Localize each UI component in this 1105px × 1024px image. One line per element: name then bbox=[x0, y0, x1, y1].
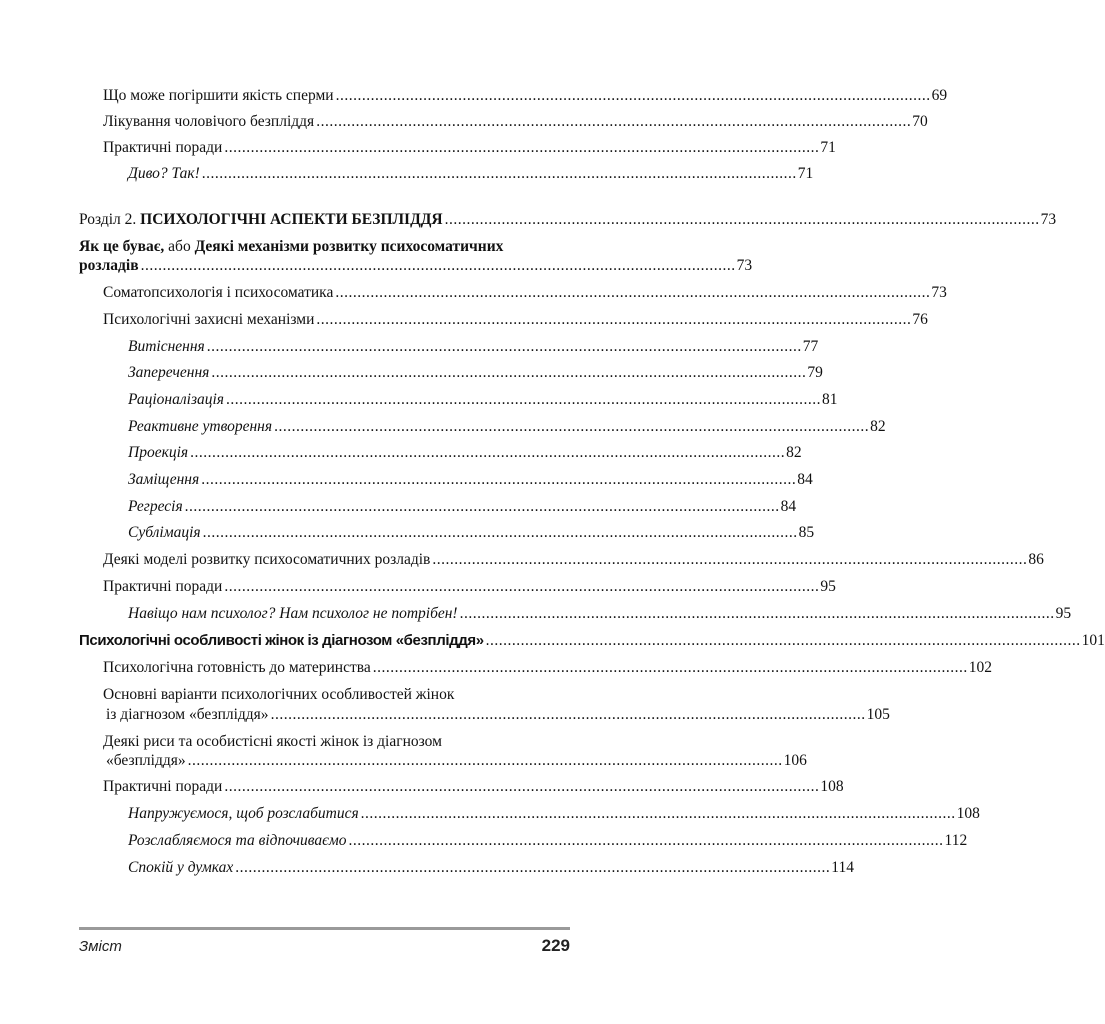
toc-section-entry[interactable] bbox=[79, 632, 1105, 650]
toc-entry[interactable] bbox=[128, 605, 1072, 623]
leader-dots: ........................................................................................................................................ bbox=[201, 165, 797, 182]
footer-rule bbox=[79, 927, 570, 930]
section-title: Психологічні особливості жінок із діагнозом «безпліддя» bbox=[79, 632, 484, 649]
toc-entry-title: Раціоналізація bbox=[128, 391, 224, 408]
toc-entry-page: 82 bbox=[786, 444, 802, 461]
toc-entry-title-line1: Основні варіанти психологічних особливостей жінок bbox=[103, 686, 455, 703]
toc-entry-title: Регресія bbox=[128, 498, 183, 515]
leader-dots: ........................................................................................................................................ bbox=[316, 311, 912, 328]
toc-entry-title: Заперечення bbox=[128, 364, 210, 381]
toc-entry-title: Напружуємося, щоб розслабитися bbox=[128, 805, 359, 822]
toc-entry-title: Лікування чоловічого безпліддя bbox=[103, 113, 315, 130]
toc-entry-page: 112 bbox=[944, 832, 968, 849]
toc-entry[interactable] bbox=[106, 752, 807, 770]
toc-entry-title: Диво? Так! bbox=[128, 165, 200, 182]
toc-chapter-entry[interactable] bbox=[79, 211, 1057, 229]
toc-entry-title: Реактивне утворення bbox=[128, 418, 273, 435]
toc-entry[interactable] bbox=[128, 805, 980, 823]
toc-entry-title: Спокій у думках bbox=[128, 859, 234, 876]
toc-entry[interactable] bbox=[103, 311, 928, 329]
toc-entry-title: Що може погіршити якість сперми bbox=[103, 87, 334, 104]
leader-dots: ........................................................................................................................................ bbox=[360, 805, 956, 822]
leader-dots: ........................................................................................................................................ bbox=[201, 471, 797, 488]
toc-entry[interactable] bbox=[103, 659, 993, 677]
leader-dots: ........................................................................................................................................ bbox=[187, 752, 783, 769]
section-title-line2: розладів bbox=[79, 257, 139, 274]
toc-entry-page: 71 bbox=[820, 139, 836, 156]
leader-dots: ........................................................................................................................................ bbox=[335, 284, 931, 301]
leader-dots: ........................................................................................................................................ bbox=[211, 364, 807, 381]
toc-entry-page: 82 bbox=[870, 418, 886, 435]
toc-entry-title: Деякі моделі розвитку психосоматичних розладів bbox=[103, 551, 431, 568]
leader-dots: ........................................................................................................................................ bbox=[235, 859, 831, 876]
leader-dots: ........................................................................................................................................ bbox=[270, 706, 866, 723]
section-title-line1: Деякі механізми розвитку психосоматичних bbox=[194, 238, 504, 255]
leader-dots: ........................................................................................................................................ bbox=[226, 391, 821, 408]
toc-entry-title: Психологічні захисні механізми bbox=[103, 311, 315, 328]
toc-section-entry[interactable] bbox=[79, 257, 753, 275]
leader-dots: ........................................................................................................................................ bbox=[224, 578, 820, 595]
toc-entry-page: 95 bbox=[1055, 605, 1072, 622]
toc-entry[interactable] bbox=[128, 444, 802, 462]
toc-entry-page: 73 bbox=[1040, 211, 1057, 228]
toc-entry-title: Практичні поради bbox=[103, 139, 223, 156]
leader-dots: ........................................................................................................................................ bbox=[140, 257, 736, 274]
toc-entry-page: 108 bbox=[820, 778, 844, 795]
leader-dots: ........................................................................................................................................ bbox=[190, 444, 786, 461]
toc-entry-page: 76 bbox=[912, 311, 928, 328]
toc-entry-page: 70 bbox=[912, 113, 928, 130]
toc-entry-page: 73 bbox=[931, 284, 947, 301]
leader-dots: ........................................................................................................................................ bbox=[348, 832, 944, 849]
chapter-prefix: Розділ 2. bbox=[79, 211, 137, 228]
toc-entry-title: Практичні поради bbox=[103, 778, 223, 795]
toc-entry[interactable] bbox=[128, 165, 814, 183]
toc-entry-title-line1: Деякі риси та особистісні якості жінок із діагнозом bbox=[103, 733, 442, 750]
toc-entry[interactable] bbox=[103, 578, 836, 596]
toc-entry-page: 84 bbox=[780, 498, 797, 515]
toc-entry[interactable] bbox=[128, 498, 797, 516]
toc-entry-page: 114 bbox=[831, 859, 854, 876]
section-prefix: Як це буває, bbox=[79, 238, 165, 255]
footer-section-name: Зміст bbox=[79, 938, 122, 955]
leader-dots: ........................................................................................................................................ bbox=[206, 338, 802, 355]
toc-entry[interactable] bbox=[103, 87, 948, 105]
toc-entry-page: 101 bbox=[1081, 632, 1105, 649]
toc-entry-page: 73 bbox=[736, 257, 753, 274]
toc-entry[interactable] bbox=[103, 778, 844, 796]
toc-entry[interactable] bbox=[103, 139, 836, 157]
toc-entry-page: 95 bbox=[820, 578, 836, 595]
toc-entry-title: Заміщення bbox=[128, 471, 200, 488]
toc-entry[interactable] bbox=[128, 391, 838, 409]
leader-dots: ........................................................................................................................................ bbox=[274, 418, 870, 435]
leader-dots: ........................................................................................................................................ bbox=[316, 113, 912, 130]
chapter-title: ПСИХОЛОГІЧНІ АСПЕКТИ БЕЗПЛІДДЯ bbox=[140, 211, 443, 228]
toc-entry-page: 81 bbox=[822, 391, 838, 408]
toc-entry-title: Практичні поради bbox=[103, 578, 223, 595]
toc-entry-page: 69 bbox=[931, 87, 948, 104]
toc-entry[interactable] bbox=[103, 113, 928, 131]
toc-entry[interactable] bbox=[128, 859, 854, 877]
toc-entry-title-line2: «безпліддя» bbox=[106, 752, 186, 769]
toc-entry-page: 84 bbox=[797, 471, 813, 488]
chapter-heading bbox=[79, 211, 443, 229]
toc-entry[interactable] bbox=[128, 364, 823, 382]
page-number: 229 bbox=[541, 936, 570, 955]
toc-entry[interactable] bbox=[106, 706, 890, 724]
toc-entry-page: 106 bbox=[783, 752, 807, 769]
toc-entry-title: Проекція bbox=[128, 444, 189, 461]
toc-entry[interactable] bbox=[128, 471, 813, 489]
toc-entry-title: Психологічна готовність до материнства bbox=[103, 659, 371, 676]
toc-section-heading-line1 bbox=[79, 238, 503, 256]
toc-entry[interactable] bbox=[128, 524, 815, 542]
toc-entry[interactable] bbox=[103, 284, 947, 302]
toc-entry-page: 71 bbox=[797, 165, 814, 182]
toc-entry[interactable] bbox=[103, 551, 1044, 569]
leader-dots: ........................................................................................................................................ bbox=[372, 659, 968, 676]
toc-entry-page: 77 bbox=[802, 338, 819, 355]
toc-entry-page: 105 bbox=[866, 706, 890, 723]
leader-dots: ........................................................................................................................................ bbox=[459, 605, 1055, 622]
toc-entry-title: Сублімація bbox=[128, 524, 201, 541]
toc-entry-page: 85 bbox=[798, 524, 815, 541]
leader-dots: ........................................................................................................................................ bbox=[432, 551, 1028, 568]
leader-dots: ........................................................................................................................................ bbox=[184, 498, 780, 515]
toc-entry[interactable] bbox=[128, 418, 886, 436]
toc-entry-page: 79 bbox=[807, 364, 823, 381]
leader-dots: ........................................................................................................................................ bbox=[202, 524, 798, 541]
toc-entry-page: 108 bbox=[956, 805, 980, 822]
toc-entry[interactable] bbox=[128, 832, 968, 850]
toc-entry-title-line2: із діагнозом «безпліддя» bbox=[106, 706, 269, 723]
toc-entry-title: Витіснення bbox=[128, 338, 205, 355]
toc-entry-page: 86 bbox=[1028, 551, 1044, 568]
section-connector: або bbox=[168, 238, 191, 255]
leader-dots: ........................................................................................................................................ bbox=[485, 632, 1081, 649]
leader-dots: ........................................................................................................................................ bbox=[335, 87, 931, 104]
toc-entry-title: Розслабляємося та відпочиваємо bbox=[128, 832, 347, 849]
toc-entry-title: Соматопсихологія і психосоматика bbox=[103, 284, 334, 301]
toc-entry-title: Навіщо нам психолог? Нам психолог не потрібен! bbox=[128, 605, 458, 622]
toc-entry[interactable] bbox=[128, 338, 819, 356]
leader-dots: ........................................................................................................................................ bbox=[444, 211, 1040, 228]
leader-dots: ........................................................................................................................................ bbox=[224, 778, 820, 795]
toc-entry-page: 102 bbox=[968, 659, 993, 676]
leader-dots: ........................................................................................................................................ bbox=[224, 139, 820, 156]
